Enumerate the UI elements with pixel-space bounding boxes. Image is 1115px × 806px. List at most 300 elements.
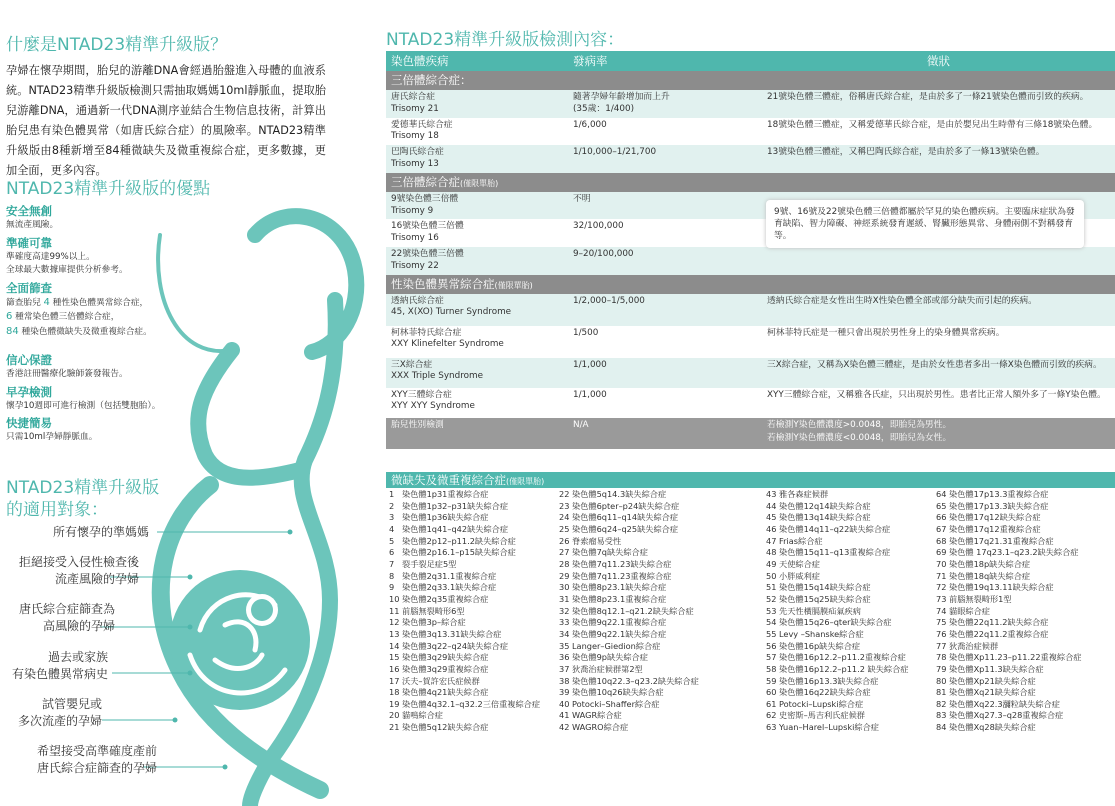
trisomy-single-group	[386, 192, 1115, 275]
item-label: 染色體17p13.3缺失綜合症	[949, 500, 1049, 511]
feature-text: 香港註冊醫療化驗師簽發報告。	[6, 369, 128, 379]
list-item	[763, 594, 933, 606]
item-number: 46	[766, 523, 777, 534]
item-number: 25	[559, 523, 570, 534]
item-label: 染色體Xp11.23–p11.22重複綜合症	[949, 652, 1082, 663]
table-row: XYY三體綜合症 XYY XYY Syndrome 1/1,000 XYY三體綜合症，又稱雅各氏症，只出現於男性。患者比正常人額外多了一條Y染色體。	[391, 389, 1106, 412]
list-item	[763, 571, 933, 583]
item-number: 20	[389, 710, 400, 721]
item-number: 28	[559, 558, 570, 569]
table-row: 22號染色體三倍體 Trisomy 22 9–20/100,000	[386, 247, 1115, 275]
screen-line: 6 種常染色體三倍體綜合症，	[6, 311, 120, 322]
item-number: 62	[766, 710, 777, 721]
list-item	[556, 629, 763, 641]
item-number: 51	[766, 582, 777, 593]
item-number: 58	[766, 663, 777, 674]
what-text: 孕婦在懷孕期間，胎兒的游離DNA會經過胎盤進入母體的血液系統。NTAD23精準升級版檢測只需抽取媽媽10ml靜脈血，提取胎兒游離DNA，通過新一代DNA測序並結合生物信息技術，計算出胎兒患有染色體異常（如唐氏綜合症）的風險率。NTAD23精準升級版由8種新增至84種微缺失及微重複綜合症，更多數據，更加全面，更多內容。	[6, 64, 326, 177]
list-item	[763, 652, 933, 664]
item-label: 染色體10q26缺失綜合症	[572, 687, 664, 698]
trisomy-note-box: 9號、16號及22號染色體三倍體都屬於罕見的染色體疾病。主要臨床症狀為發育缺陷、智力障礙、神經系統發育遲緩、腎臟形態異常、身體兩側不對稱發育等。	[766, 200, 1084, 248]
item-number: 71	[936, 570, 947, 581]
list-item	[386, 687, 556, 699]
list-item	[763, 641, 933, 653]
item-number: 27	[559, 547, 570, 558]
list-item	[556, 687, 763, 699]
item-number: 13	[389, 628, 400, 639]
list-item	[933, 559, 1115, 571]
list-item	[763, 606, 933, 618]
item-label: 染色體7q11.23缺失綜合症	[572, 558, 672, 569]
item-number: 49	[766, 558, 777, 569]
item-number: 29	[559, 570, 570, 581]
list-item	[386, 664, 556, 676]
item-number: 72	[936, 582, 947, 593]
item-label: 染色體2p16.1–p15缺失綜合症	[402, 547, 516, 558]
list-item	[556, 676, 763, 688]
table-row: 愛德華氏綜合症 Trisomy 18 1/6,000 18號染色體三體症，又稱愛德華氏綜合症，是由於嬰兒出生時帶有三條18號染色體。	[391, 119, 1098, 142]
list-item	[933, 536, 1115, 548]
item-number: 26	[559, 535, 570, 546]
list-item	[556, 501, 763, 513]
item-number: 7	[389, 558, 395, 569]
feature-head: 全面篩查	[6, 280, 52, 295]
list-item	[386, 594, 556, 606]
advantages-section	[6, 178, 306, 445]
item-label: 裂手裂足症5型	[402, 558, 457, 569]
list-item	[556, 559, 763, 571]
item-label: 染色體 17q23.1–q23.2缺失綜合症	[949, 547, 1079, 558]
item-number: 43	[766, 489, 777, 499]
item-number: 6	[389, 547, 395, 558]
item-label: Frias綜合症	[779, 535, 823, 546]
item-label: 染色體3p–綜合症	[402, 617, 466, 628]
item-number: 83	[936, 710, 947, 721]
item-number: 35	[559, 640, 570, 651]
list-item	[386, 512, 556, 524]
list-item	[933, 571, 1115, 583]
list-item	[763, 501, 933, 513]
target-item: 希望接受高準確度產前 唐氏綜合症篩查的孕婦	[36, 744, 157, 775]
list-item	[933, 524, 1115, 536]
list-item	[763, 536, 933, 548]
item-number: 74	[936, 605, 947, 616]
item-number: 79	[936, 663, 947, 674]
list-item	[386, 641, 556, 653]
item-number: 3	[389, 512, 395, 523]
list-item	[933, 489, 1115, 501]
list-item	[556, 524, 763, 536]
target-item: 拒絕接受入侵性檢查後 流產風險的孕婦	[18, 555, 139, 586]
item-number: 42	[559, 722, 570, 733]
feature-text: 無流產風險。	[6, 220, 59, 230]
item-label: 染色體22q11.2缺失綜合症	[949, 617, 1049, 628]
item-label: 染色體Xp11.3缺失綜合症	[949, 663, 1044, 674]
item-label: 染色體9q22.1缺失綜合症	[572, 628, 667, 639]
list-item	[386, 617, 556, 629]
item-label: 染色體10q22.3–q23.2缺失綜合症	[572, 675, 699, 686]
item-number: 64	[936, 489, 947, 499]
list-item	[556, 652, 763, 664]
list-item	[386, 524, 556, 536]
item-number: 68	[936, 535, 947, 546]
list-item	[386, 536, 556, 548]
item-number: 34	[559, 628, 570, 639]
item-label: 染色體8q12.1–q21.2缺失綜合症	[572, 605, 694, 616]
list-item	[556, 617, 763, 629]
item-number: 65	[936, 500, 947, 511]
item-number: 37	[559, 663, 570, 674]
item-number: 57	[766, 652, 777, 663]
list-item	[386, 629, 556, 641]
list-item	[556, 606, 763, 618]
item-number: 75	[936, 617, 947, 628]
list-item	[386, 582, 556, 594]
table-row: 透納氏綜合症 45, X(XO) Turner Syndrome 1/2,000–1/5,000 透納氏綜合症是女性出生時X性染色體全部或部分缺失而引起的疾病。	[386, 294, 1115, 326]
section-sex-chromosome: 性染色體異常綜合症(僅限單胎)	[386, 275, 1115, 294]
list-item	[763, 710, 933, 722]
item-label: 脊索瘤易受性	[572, 535, 622, 546]
item-label: WAGRO綜合症	[572, 722, 629, 733]
item-label: 染色體5q12缺失綜合症	[402, 722, 489, 733]
item-label: 前腦無裂畸形6型	[402, 605, 465, 616]
item-label: 染色體17p13.3重複綜合症	[949, 489, 1049, 499]
item-label: 染色體14q11–q22缺失綜合症	[779, 523, 891, 534]
item-label: 染色體16q22缺失綜合症	[779, 687, 871, 698]
item-label: 染色體2q33.1缺失綜合症	[402, 582, 497, 593]
list-item	[933, 652, 1115, 664]
feature-text: 準確度高達99%以上。	[6, 251, 95, 262]
feature-head: 信心保證	[6, 353, 52, 367]
list-item	[933, 676, 1115, 688]
item-number: 21	[389, 722, 400, 733]
item-label: 先天性橫膈膜疝氣疾病	[779, 605, 861, 616]
item-number: 66	[936, 512, 947, 523]
right-column	[386, 0, 1115, 806]
list-item	[763, 547, 933, 559]
target-item: 試管嬰兒或 多次流產的孕婦	[17, 697, 102, 728]
what-title: 什麼是NTAD23精準升級版？	[6, 35, 228, 55]
item-label: 染色體1p36缺失綜合症	[402, 512, 489, 523]
table-row: 9號染色體三倍體 Trisomy 9 不明	[386, 192, 1115, 220]
item-number: 78	[936, 652, 947, 663]
list-item	[556, 571, 763, 583]
item-label: 沃夫–賀許宏氏症候群	[402, 675, 480, 686]
list-item	[763, 559, 933, 571]
feature-text: 全球最大數據庫提供分析參考。	[6, 265, 128, 275]
item-label: 染色體18p缺失綜合症	[949, 558, 1031, 569]
item-number: 8	[389, 570, 395, 581]
item-number: 48	[766, 547, 777, 558]
item-label: 天使綜合症	[779, 558, 820, 569]
item-label: 前腦無裂畸形1型	[949, 593, 1012, 604]
item-label: 染色體2q35重複綜合症	[402, 593, 489, 604]
item-number: 56	[766, 640, 777, 651]
list-item	[386, 571, 556, 583]
list-item	[386, 501, 556, 513]
microdeletion-header: 微缺失及微重複綜合症(僅限單胎)	[386, 472, 1115, 488]
item-label: 染色體17q12重複綜合症	[949, 523, 1041, 534]
table-row: 唐氏綜合症 Trisomy 21 隨著孕婦年齡增加而上升 (35歲：1/400) 21號染色體三體症，俗稱唐氏綜合症，是由於多了一條21號染色體而引致的疾病。	[386, 90, 1115, 118]
item-label: 染色體Xq21缺失綜合症	[949, 687, 1036, 698]
list-item	[386, 722, 556, 734]
item-number: 22	[559, 489, 570, 499]
item-label: Levy –Shanske綜合症	[779, 628, 864, 639]
item-number: 54	[766, 617, 777, 628]
item-number: 16	[389, 663, 400, 674]
item-number: 4	[389, 523, 395, 534]
list-item	[763, 617, 933, 629]
item-number: 70	[936, 558, 947, 569]
item-number: 77	[936, 640, 947, 651]
list-item	[763, 664, 933, 676]
item-number: 60	[766, 687, 777, 698]
item-number: 41	[559, 710, 570, 721]
item-label: 染色體2p12–p11.2缺失綜合症	[402, 535, 516, 546]
item-label: 史密斯–馬吉利氏症候群	[779, 710, 865, 721]
list-item	[933, 629, 1115, 641]
item-label: 雅各森症候群	[779, 489, 829, 499]
item-label: 染色體3q13.31缺失綜合症	[402, 628, 502, 639]
item-label: 染色體15q11–q13重複綜合症	[779, 547, 891, 558]
item-label: 染色體7q11.23重複綜合症	[572, 570, 672, 581]
item-label: 狄喬治症候群第2型	[572, 663, 643, 674]
item-label: 染色體16p13.3缺失綜合症	[779, 675, 879, 686]
item-number: 9	[389, 582, 395, 593]
item-number: 18	[389, 687, 400, 698]
left-column	[0, 0, 370, 806]
screen-line: 84 種染色體微缺失及微重複綜合症。	[6, 325, 152, 337]
item-label: 染色體Xp21缺失綜合症	[949, 675, 1036, 686]
advantages-title: NTAD23精準升級版的優點	[6, 179, 211, 199]
microdeletion-column	[386, 489, 556, 734]
list-item	[556, 722, 763, 734]
item-label: 小胖威利症	[779, 570, 820, 581]
item-number: 40	[559, 698, 570, 709]
item-label: 染色體19q13.11缺失綜合症	[949, 582, 1054, 593]
item-number: 14	[389, 640, 400, 651]
list-item	[933, 501, 1115, 513]
item-label: 染色體6pter–p24缺失綜合症	[572, 500, 680, 511]
list-item	[556, 547, 763, 559]
item-number: 24	[559, 512, 570, 523]
item-number: 17	[389, 675, 400, 686]
item-label: 染色體4q21缺失綜合症	[402, 687, 489, 698]
item-label: Langer–Giedion綜合症	[572, 640, 661, 651]
item-number: 44	[766, 500, 777, 511]
item-number: 67	[936, 523, 947, 534]
section-trisomy-single: 三倍體綜合症(僅限單胎)	[386, 173, 1115, 192]
item-label: 染色體9p缺失綜合症	[572, 652, 648, 663]
list-item	[763, 512, 933, 524]
item-label: 染色體Xq28缺失綜合症	[949, 722, 1036, 733]
item-label: 染色體18q缺失綜合症	[949, 570, 1031, 581]
list-item	[386, 606, 556, 618]
item-label: 染色體1p31重複綜合症	[402, 489, 489, 499]
item-label: 貓鳴綜合症	[402, 710, 443, 721]
item-label: 染色體4q32.1–q32.2三倍重複綜合症	[402, 698, 541, 709]
item-label: 染色體3q29重複綜合症	[402, 663, 489, 674]
item-number: 61	[766, 698, 777, 709]
list-item	[933, 687, 1115, 699]
list-item	[763, 676, 933, 688]
item-label: 染色體6q24–q25缺失綜合症	[572, 523, 679, 534]
item-number: 76	[936, 628, 947, 639]
item-label: 染色體8p23.1重複綜合症	[572, 593, 667, 604]
item-number: 23	[559, 500, 570, 511]
feature-head: 早孕檢測	[6, 384, 52, 399]
item-label: Potocki–Shaffer綜合症	[572, 698, 660, 709]
list-item	[386, 547, 556, 559]
list-item	[556, 641, 763, 653]
table-row: 三X綜合症 XXX Triple Syndrome 1/1,000 三X綜合症，又稱為X染色體三體症，是由於女性患者多出一條X染色體而引致的疾病。	[386, 358, 1115, 388]
target-item: 唐氏綜合症篩查為 高風險的孕婦	[18, 602, 115, 633]
item-number: 11	[389, 605, 400, 616]
list-item	[556, 489, 763, 501]
item-label: 染色體Xq22.3瀰粒缺失綜合症	[949, 698, 1060, 709]
item-label: 染色體16p12.2–p11.2重複綜合症	[779, 652, 906, 663]
item-number: 31	[559, 593, 570, 604]
item-label: WAGR綜合症	[572, 710, 622, 721]
item-label: 染色體3q22–q24缺失綜合症	[402, 640, 509, 651]
list-item	[933, 617, 1115, 629]
item-number: 5	[389, 535, 395, 546]
item-label: 染色體16p12.2–p11.2 缺失綜合症	[779, 663, 909, 674]
target-item: 所有懷孕的準媽媽	[52, 525, 149, 539]
item-label: 染色體15q25缺失綜合症	[779, 593, 871, 604]
section-trisomy: 三倍體綜合症：	[386, 71, 1115, 90]
item-label: 染色體Xq27.3–q28重複綜合症	[949, 710, 1064, 721]
item-label: 染色體17q12缺失綜合症	[949, 512, 1041, 523]
item-number: 53	[766, 605, 777, 616]
item-label: 染色體22q11.2重複綜合症	[949, 628, 1049, 639]
item-label: 染色體12q14缺失綜合症	[779, 500, 871, 511]
list-item	[933, 710, 1115, 722]
item-number: 36	[559, 652, 570, 663]
list-item	[763, 629, 933, 641]
item-number: 2	[389, 500, 395, 511]
item-label: 狄喬治症候群	[949, 640, 999, 651]
list-item	[386, 489, 556, 501]
feature-text: 只需10ml孕婦靜脈血。	[6, 432, 98, 442]
test-content-title: NTAD23精準升級版檢測內容：	[386, 30, 625, 50]
list-item	[933, 664, 1115, 676]
item-label: 染色體3q29缺失綜合症	[402, 652, 489, 663]
item-label: 染色體8p23.1缺失綜合症	[572, 582, 667, 593]
item-label: 染色體5q14.3缺失綜合症	[572, 489, 667, 499]
list-item	[556, 536, 763, 548]
item-number: 69	[936, 547, 947, 558]
item-number: 84	[936, 722, 947, 733]
list-item	[386, 699, 556, 711]
list-item	[933, 547, 1115, 559]
item-label: 染色體15q26–qter缺失綜合症	[779, 617, 892, 628]
item-label: 染色體6q11–q14缺失綜合症	[572, 512, 679, 523]
list-item	[933, 722, 1115, 734]
item-label: 染色體15q14缺失綜合症	[779, 582, 871, 593]
feature-head: 快捷簡易	[6, 416, 52, 430]
item-label: 染色體2q31.1重複綜合症	[402, 570, 497, 581]
item-number: 19	[389, 698, 400, 709]
item-number: 55	[766, 628, 777, 639]
item-number: 45	[766, 512, 777, 523]
item-label: 染色體16p缺失綜合症	[779, 640, 861, 651]
microdeletion-columns	[386, 488, 1115, 734]
screen-line: 篩查胎兒 4 種性染色體異常綜合症，	[6, 296, 149, 308]
item-number: 10	[389, 593, 400, 604]
item-label: Yuan–Harel–Lupski綜合症	[779, 722, 879, 733]
item-number: 80	[936, 675, 947, 686]
feature-head: 安全無創	[6, 204, 52, 218]
list-item	[556, 512, 763, 524]
list-item	[763, 524, 933, 536]
item-number: 1	[389, 489, 395, 499]
intro-section	[6, 34, 326, 181]
list-item	[556, 664, 763, 676]
list-item	[933, 512, 1115, 524]
item-number: 47	[766, 535, 777, 546]
item-number: 12	[389, 617, 400, 628]
list-item	[556, 594, 763, 606]
list-item	[386, 676, 556, 688]
item-number: 32	[559, 605, 570, 616]
table-row: 16號染色體三倍體 Trisomy 16 32/100,000	[391, 221, 624, 244]
list-item	[556, 699, 763, 711]
item-number: 52	[766, 593, 777, 604]
item-number: 73	[936, 593, 947, 604]
table-row: 柯林菲特氏綜合症 XXY Klinefelter Syndrome 1/500 柯林菲特氏症是一種只會出現於男性身上的染身體異常疾病。	[391, 327, 1005, 350]
item-number: 50	[766, 570, 777, 581]
item-number: 38	[559, 675, 570, 686]
list-item	[933, 594, 1115, 606]
item-number: 63	[766, 722, 777, 733]
list-item	[386, 559, 556, 571]
target-title: NTAD23精準升級版 的適用對象：	[6, 478, 160, 520]
microdeletion-table	[386, 472, 1115, 734]
list-item	[763, 489, 933, 501]
feature-text: 懷孕10週即可進行檢測（包括雙胞胎）。	[6, 400, 161, 411]
list-item	[763, 582, 933, 594]
list-item	[933, 641, 1115, 653]
table-header: 染色體疾病 發病率 徵狀	[386, 51, 1115, 71]
microdeletion-column	[556, 489, 763, 734]
target-item: 過去或家族 有染色體異常病史	[11, 650, 108, 681]
list-item	[386, 710, 556, 722]
item-number: 15	[389, 652, 400, 663]
list-item	[933, 606, 1115, 618]
item-label: 染色體17q21.31重複綜合症	[949, 535, 1054, 546]
item-label: 染色體9q22.1重複綜合症	[572, 617, 667, 628]
item-label: 染色體7q缺失綜合症	[572, 547, 648, 558]
table-row: 巴陶氏綜合症 Trisomy 13 1/10,000–1/21,700 13號染色體三體症，又稱巴陶氏綜合症，是由於多了一條13號染色體。	[386, 145, 1115, 173]
item-label: 染色體1p32–p31缺失綜合症	[402, 500, 509, 511]
gender-row: 胎兒性別檢測 N/A 若檢測Y染色體濃度>0.0048，即胎兒為男性。 若檢測Y染色體濃度<0.0048，即胎兒為女性。	[386, 418, 1115, 449]
item-number: 39	[559, 687, 570, 698]
item-number: 81	[936, 687, 947, 698]
list-item	[763, 699, 933, 711]
item-number: 33	[559, 617, 570, 628]
item-label: Potocki–Lupski綜合症	[779, 698, 864, 709]
list-item	[933, 582, 1115, 594]
item-label: 染色體13q14缺失綜合症	[779, 512, 871, 523]
item-label: 貓眼綜合症	[949, 605, 990, 616]
list-item	[763, 687, 933, 699]
microdeletion-column	[763, 489, 933, 734]
feature-head: 準確可靠	[6, 235, 52, 250]
item-label: 染色體1q41–q42缺失綜合症	[402, 523, 509, 534]
list-item	[386, 652, 556, 664]
item-number: 30	[559, 582, 570, 593]
list-item	[933, 699, 1115, 711]
